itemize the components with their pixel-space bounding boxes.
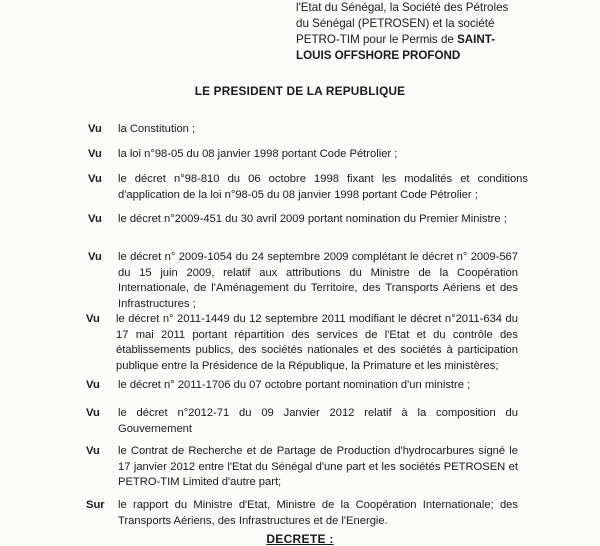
- clause-keyword: Sur: [86, 499, 105, 511]
- clause-keyword: Vu: [86, 313, 100, 325]
- clause-keyword: Vu: [88, 148, 102, 160]
- clause-keyword: Vu: [86, 379, 100, 391]
- header-line-3-bold: SAINT-: [457, 33, 496, 46]
- clause-text: la loi n°98-05 du 08 janvier 1998 portant Code Pétrolier ;: [118, 148, 398, 160]
- clause-keyword: Vu: [88, 123, 102, 135]
- decrete-heading: DECRETE :: [266, 532, 334, 546]
- header-line-3: [296, 32, 518, 48]
- clause-text: le décret n° 2009-1054 du 24 septembre 2009 complétant le décret n° 2009-567 du 15 juin 2009, relatif aux attributions du Ministre de la Coopération Internationale, de l'Aménagement du Territoire, des Transports Aériens et des Infrastructures ;: [118, 251, 518, 310]
- clause-keyword: Vu: [86, 445, 100, 457]
- clause-keyword: Vu: [88, 173, 102, 185]
- clause-text: le décret n°98-810 du 06 octobre 1998 fixant les modalités et conditions d'application de la loi n°98-05 du 08 janvier 1998 portant Code Pétrolier ;: [118, 173, 528, 201]
- clause-text: le décret n°2009-451 du 30 avril 2009 portant nomination du Premier Ministre ;: [118, 213, 507, 225]
- clause-text: le décret n°2012-71 du 09 Janvier 2012 relatif à la composition du Gouvernement: [118, 407, 518, 435]
- decree-object-header: [296, 0, 518, 64]
- clause-keyword: Vu: [88, 213, 102, 225]
- clause-text: le décret n° 2011-1706 du 07 octobre portant nomination d'un ministre ;: [118, 379, 471, 391]
- clause-keyword: Vu: [86, 407, 100, 419]
- clause-text: le rapport du Ministre d'Etat, Ministre de la Coopération Internationale; des Transports Aériens, des Infrastructures et de l'Energie.: [118, 499, 518, 527]
- clause-text: la Constitution ;: [118, 123, 196, 135]
- header-line-2: du Sénégal (PETROSEN) et la société: [296, 17, 495, 30]
- clause-text: le Contrat de Recherche et de Partage de Production d'hydrocarbures signé le 17 janvier 2012 entre l'Etat du Sénégal d'une part et les sociétés PETROSEN et PETRO-TIM Limited d'autre part;: [118, 445, 518, 488]
- clause-text: le décret n° 2011-1449 du 12 septembre 2011 modifiant le décret n°2011-634 du 17 mai 2011 portant répartition des services de l'Etat et du contrôle des établissements publics, des sociétés nationales et des sociétés à participation publique entre la Présidence de la République, la Primature et les ministères;: [116, 313, 518, 372]
- header-line-4-bold: LOUIS OFFSHORE PROFOND: [296, 49, 461, 62]
- document-title: LE PRESIDENT DE LA REPUBLIQUE: [194, 84, 406, 98]
- header-line-3-text: PETRO-TIM pour le Permis de: [296, 33, 458, 46]
- header-line-4: [296, 48, 518, 64]
- header-line-1: l'Etat du Sénégal, la Société des Pétroles: [296, 1, 509, 14]
- clause-keyword: Vu: [88, 251, 102, 263]
